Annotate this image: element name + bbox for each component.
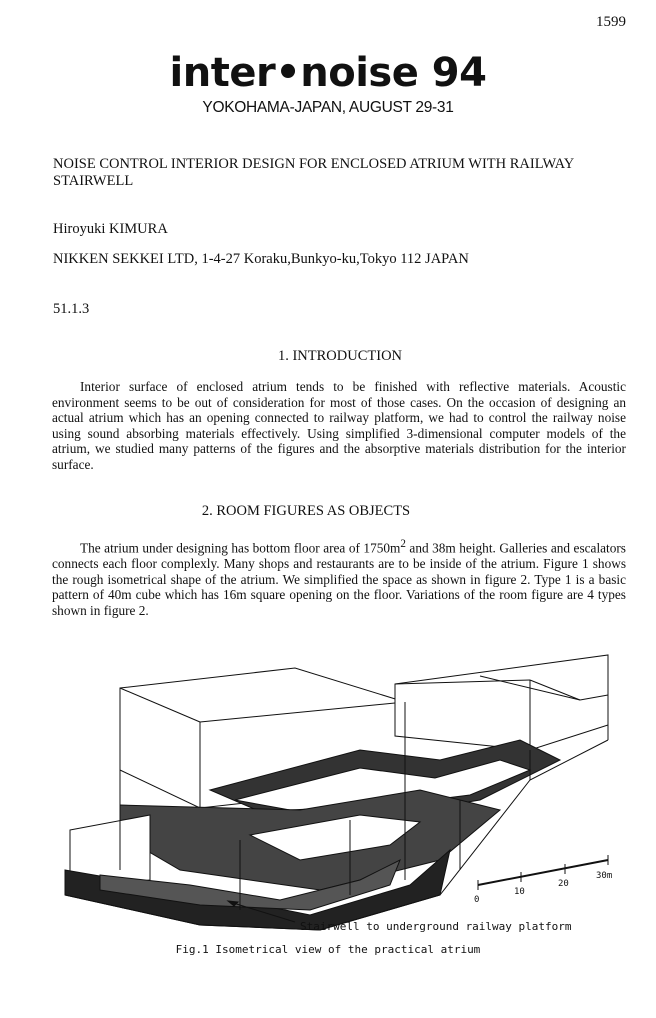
scale-label-0: 0 bbox=[474, 895, 480, 905]
page-number: 1599 bbox=[596, 14, 626, 30]
superscript-2: 2 bbox=[400, 538, 406, 550]
figure-caption: Fig.1 Isometrical view of the practical atrium bbox=[175, 943, 481, 956]
isometric-atrium-figure bbox=[60, 640, 620, 940]
stairwell-annotation: Stairwell to underground railway platform bbox=[300, 920, 572, 933]
author-affiliation: NIKKEN SEKKEI LTD, 1-4-27 Koraku,Bunkyo-ku,Tokyo 112 JAPAN bbox=[53, 251, 469, 267]
conference-logo: inter•noise 94 bbox=[169, 50, 487, 96]
paper-title: NOISE CONTROL INTERIOR DESIGN FOR ENCLOSED ATRIUM WITH RAILWAY STAIRWELL bbox=[53, 156, 574, 189]
paper-code: 51.1.3 bbox=[53, 301, 90, 317]
introduction-paragraph: Interior surface of enclosed atrium tends to be finished with reflective materials. Acoustic environment seems to be out of consideration for most of those cases. On the occasion of designing an actual atrium which has an opening connected to railway platform, we had to control the railway noise using sound absorbing materials effectively. Using simplified 3-dimensional computer models of the atrium, we studied many patterns of the figures and the absorptive materials distribution for the interior surface. bbox=[52, 379, 626, 472]
section-heading-room-figures: 2. ROOM FIGURES AS OBJECTS bbox=[201, 503, 411, 519]
scale-label-30m: 30m bbox=[596, 871, 613, 881]
room-figures-paragraph bbox=[52, 537, 626, 618]
paragraph-text-part-2: and 38m height. Galleries and escalators connects each floor complexly. Many shops and restaurants are to be inside of the atrium. Figure 1 shows the rough isometrical shape of the atrium. We simplified the space as shown in figure 2. Type 1 is a basic pattern of 40m cube which has 16m square opening on the floor. Variations of the room figure are 4 types shown in figure 2. bbox=[52, 540, 626, 618]
scale-label-20: 20 bbox=[558, 879, 569, 889]
author-name: Hiroyuki KIMURA bbox=[53, 221, 168, 237]
paragraph-text-part-1: The atrium under designing has bottom floor area of 1750m bbox=[80, 540, 401, 556]
conference-location: YOKOHAMA-JAPAN, AUGUST 29-31 bbox=[202, 99, 454, 116]
section-heading-introduction: 1. INTRODUCTION bbox=[277, 348, 403, 364]
scale-label-10: 10 bbox=[514, 887, 525, 897]
